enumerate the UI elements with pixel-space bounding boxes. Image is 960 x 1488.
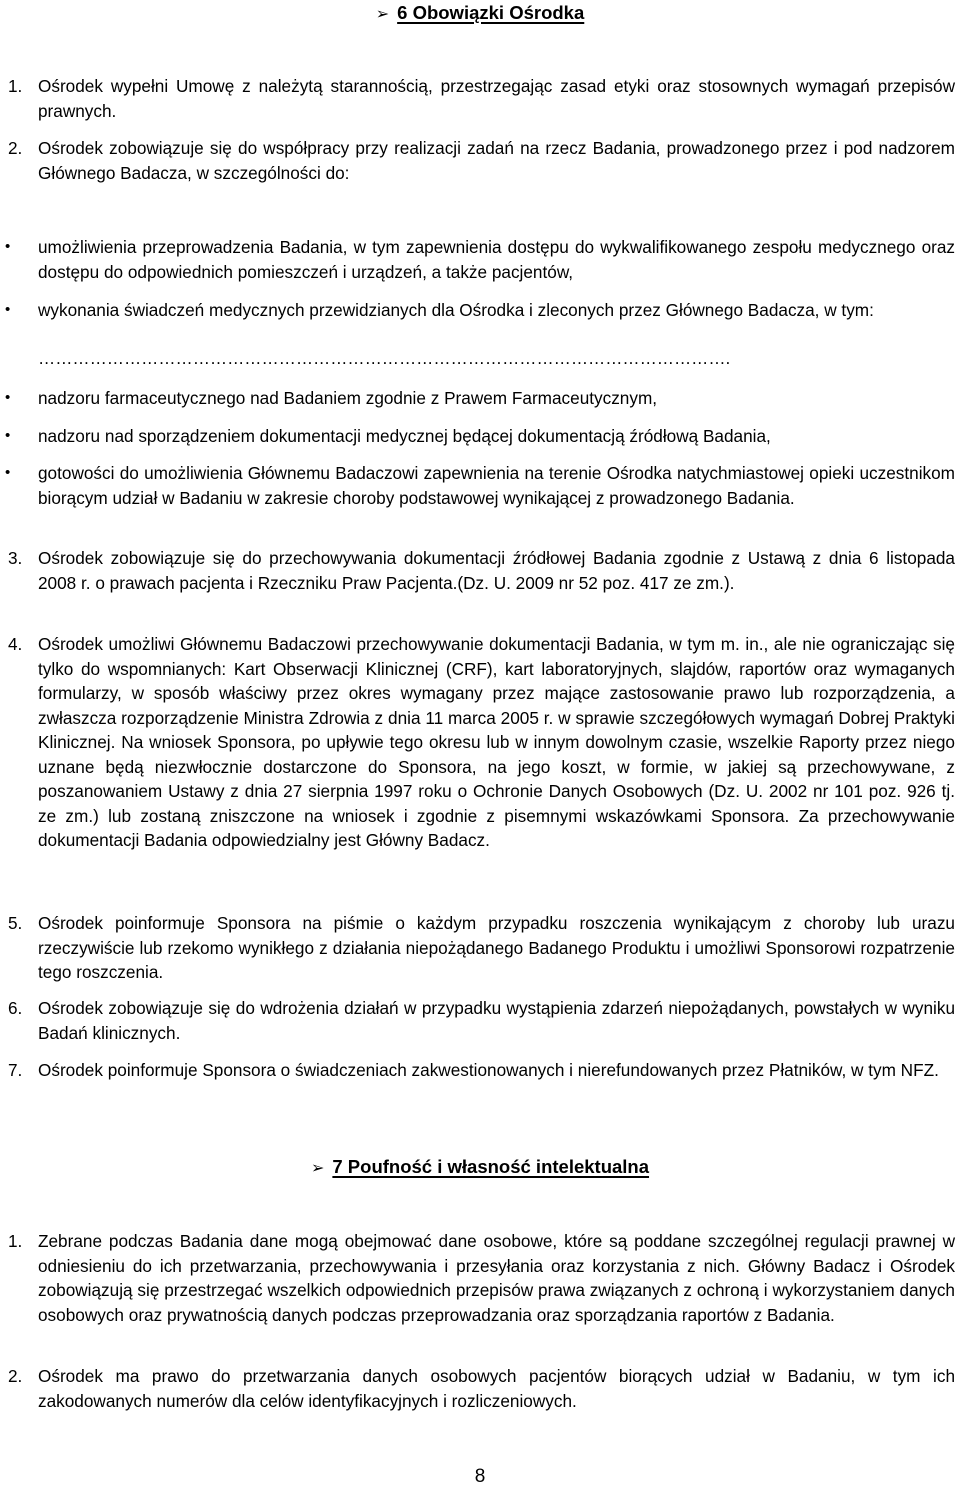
arrow-bullet-icon: ➢ [310, 1160, 325, 1177]
item-text: Ośrodek zobowiązuje się do współpracy przy realizacji zadań na rzecz Badania, prowadzonego przez i pod nadzorem Głównego Badacza, w szczególności do: [38, 138, 955, 183]
section-7-title: 7 Poufność i własność intelektualna [332, 1156, 650, 1177]
item-number: 3. [8, 548, 23, 568]
item-number: 1. [8, 76, 23, 96]
bullet-text: nadzoru nad sporządzeniem dokumentacji medycznej będącej dokumentacją źródłową Badania, [38, 426, 771, 446]
section-7-heading [0, 1156, 960, 1178]
item-text: Ośrodek zobowiązuje się do wdrożenia działań w przypadku wystąpienia zdarzeń niepożądanych, powstałych w wyniku Badań klinicznych. [38, 998, 955, 1043]
bullet-icon: • [5, 389, 11, 406]
item-number: 2. [8, 1366, 23, 1386]
item-text: Ośrodek umożliwi Głównemu Badaczowi przechowywanie dokumentacji Badania, w tym m. in., ale nie ograniczając się tylko do wspomnianych: Kart Obserwacji Klinicznej (CRF), kart laboratoryjnych, slajdów, raportów oraz wymaganych formularzy, w sposób właściwy przez okres wymagany przez mające zastosowanie prawo lub rozporządzenia, a zwłaszcza rozporządzenie Ministra Zdrowia z dnia 11 marca 2005 r. w sprawie szczegółowych wymagań Dobrej Praktyki Klinicznej. Na wniosek Sponsora, po upływie tego okresu lub w innym dowolnym czasie, wszelkie Raporty przez niego uznane będą niezwłocznie dostarczone do Sponsora, na jego koszt, w formie, w jakiej są przechowywane, z poszanowaniem Ustawy z dnia 27 sierpnia 1997 roku o Ochronie Danych Osobowych (Dz. U. 2002 nr 101 poz. 926 tj. ze zm.) lub zostaną zniszczone na wniosek i zgodnie z pisemnymi wskazówkami Sponsora. Za przechowywanie dokumentacji Badania odpowiedzialny jest Główny Badacz. [38, 634, 955, 850]
item-number: 4. [8, 634, 23, 654]
item-number: 5. [8, 913, 23, 933]
section-6-heading [0, 2, 960, 24]
item-text: Ośrodek poinformuje Sponsora na piśmie o każdym przypadku roszczenia wynikającym z choroby lub urazu rzeczywiście lub rzekomo wynikłego z działania niepożądanego Badanego Produktu i umożliwi Sponsorowi rozpatrzenie tego roszczenia. [38, 913, 955, 982]
item-text: Ośrodek ma prawo do przetwarzania danych osobowych pacjentów biorących udział w Badaniu, w tym ich zakodowanych numerów dla celów identyfikacyjnych i rozliczeniowych. [38, 1366, 955, 1411]
bullet-icon: • [5, 301, 11, 318]
item-text: Ośrodek zobowiązuje się do przechowywania dokumentacji źródłowej Badania zgodnie z Ustawą z dnia 6 listopada 2008 r. o prawach pacjenta i Rzeczniku Praw Pacjenta.(Dz. U. 2009 nr 52 poz. 417 ze zm.). [38, 548, 955, 593]
bullet-text: umożliwienia przeprowadzenia Badania, w tym zapewnienia dostępu do wykwalifikowanego zespołu medycznego oraz dostępu do odpowiednich pomieszczeń i urządzeń, a także pacjentów, [38, 237, 955, 282]
bullet-text: gotowości do umożliwienia Głównemu Badaczowi zapewnienia na terenie Ośrodka natychmiastowej opieki uczestnikom biorącym udział w Badaniu w zakresie choroby podstawowej wynikającej z prowadzonego Badania. [38, 463, 955, 508]
bullet-icon: • [5, 427, 11, 444]
item-number: 1. [8, 1231, 23, 1251]
item-number: 6. [8, 998, 23, 1018]
bullet-text: nadzoru farmaceutycznego nad Badaniem zgodnie z Prawem Farmaceutycznym, [38, 388, 658, 408]
dotted-fill-line: …………………………………………………………………………………………………………. [38, 348, 731, 368]
bullet-icon: • [5, 238, 11, 255]
item-number: 2. [8, 138, 23, 158]
item-text: Zebrane podczas Badania dane mogą obejmować dane osobowe, które są poddane szczególnej regulacji prawnej w odniesieniu do ich przetwarzania, przechowywania i przesyłania oraz korzystania z nich. Główny Badacz i Ośrodek zobowiązują się przestrzegać wszelkich odpowiednich przepisów prawa związanych z ochroną i wykorzystaniem danych osobowych oraz prywatnością danych podczas przeprowadzania oraz sporządzania raportów z Badania. [38, 1231, 955, 1325]
item-number: 7. [8, 1060, 23, 1080]
arrow-bullet-icon: ➢ [375, 6, 390, 23]
bullet-icon: • [5, 464, 11, 481]
section-6-title: 6 Obowiązki Ośrodka [397, 2, 585, 23]
page-number: 8 [474, 1466, 486, 1487]
item-text: Ośrodek wypełni Umowę z należytą starannością, przestrzegając zasad etyki oraz stosownych wymagań przepisów prawnych. [38, 76, 955, 121]
item-text: Ośrodek poinformuje Sponsora o świadczeniach zakwestionowanych i nierefundowanych przez Płatników, w tym NFZ. [38, 1060, 939, 1080]
bullet-text: wykonania świadczeń medycznych przewidzianych dla Ośrodka i zleconych przez Głównego Badacza, w tym: [38, 300, 874, 320]
